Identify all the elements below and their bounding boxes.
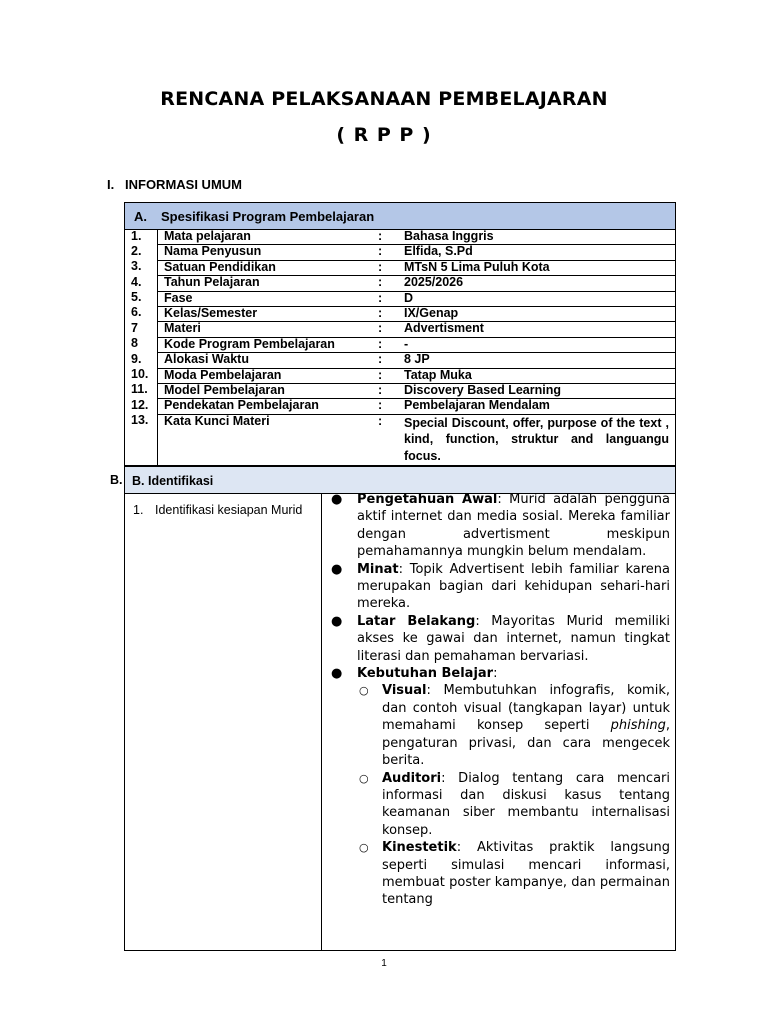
row-colon: : [378, 353, 404, 368]
bullet-circle-icon: ○ [359, 841, 369, 855]
row-number: 8 [131, 336, 138, 351]
bullet-text: : Murid adalah pengguna aktif internet dan media sosial. Mereka familiar dengan advertisment meskipun pemahamannya mungkin belum mendalam. [357, 492, 670, 560]
section-b-letter: B. [110, 473, 123, 487]
table-row [125, 322, 675, 337]
sub-bullet-text-after: , pengaturan privasi, dan cara mengecek berita. [382, 718, 670, 769]
bullet-dot-icon: ● [331, 561, 343, 577]
row-value: Advertisment [404, 322, 675, 337]
row-number: 4. [131, 274, 142, 289]
row-number: 12. [131, 397, 149, 412]
row-label: Kode Program Pembelajaran [158, 337, 378, 352]
row-value: - [404, 337, 675, 352]
row-label: Tahun Pelajaran [158, 276, 378, 291]
identifikasi-header [125, 467, 675, 494]
sub-bullet-term: Auditori [382, 770, 442, 786]
sub-bullet-term: Visual [382, 683, 427, 699]
row-number: 2. [131, 243, 142, 258]
table-row [125, 230, 675, 245]
bullet-text: : Mayoritas Murid memiliki akses ke gawai dan internet, namun tingkat literasi dan pemahaman bervariasi. [357, 613, 670, 664]
sub-bullet-list [357, 682, 670, 908]
spesifikasi-title: Spesifikasi Program Pembelajaran [161, 209, 375, 224]
table-row [125, 291, 675, 306]
sub-bullet-text: : Dialog tentang cara mencari informasi dan diskusi kasus tentang keamanan siber membantu internalisasi konsep. [382, 770, 670, 838]
table-row [125, 383, 675, 398]
row-number: 6. [131, 305, 142, 320]
row-label: Kelas/Semester [158, 306, 378, 321]
page-number: 1 [381, 958, 387, 969]
row-number: 13. [131, 413, 149, 428]
bullet-dot-icon: ● [331, 613, 343, 629]
row-label: Nama Penyusun [158, 245, 378, 260]
row-colon: : [378, 276, 404, 291]
spesifikasi-header [125, 203, 675, 230]
row-colon: : [378, 245, 404, 260]
table-row [125, 399, 675, 414]
list-item [329, 491, 670, 561]
identifikasi-title: B. Identifikasi [132, 474, 214, 488]
section-number: I. [107, 177, 115, 192]
row-value: 2025/2026 [404, 276, 675, 291]
spesifikasi-box [124, 202, 676, 466]
identifikasi-box [124, 466, 676, 951]
row-label: Model Pembelajaran [158, 383, 378, 398]
bullet-text: : Topik Advertisent lebih familiar karena merupakan bagian dari kehidupan sehari-hari mereka. [357, 561, 670, 612]
row-value: Bahasa Inggris [404, 230, 675, 245]
bullet-term: Latar Belakang [357, 613, 476, 629]
sub-list-item [357, 682, 670, 769]
row-label: Pendekatan Pembelajaran [158, 399, 378, 414]
document-subtitle: ( R P P ) [336, 124, 432, 146]
item-label: Identifikasi kesiapan Murid [155, 503, 303, 517]
row-value: Elfida, S.Pd [404, 245, 675, 260]
row-label: Mata pelajaran [158, 230, 378, 245]
row-number: 1. [131, 229, 142, 243]
table-row [125, 306, 675, 321]
bullet-text: : [493, 666, 498, 682]
list-item [329, 613, 670, 665]
row-colon: : [378, 230, 404, 245]
table-row [125, 414, 675, 464]
bullet-term: Pengetahuan Awal [357, 492, 498, 507]
row-label: Kata Kunci Materi [164, 413, 270, 428]
section-title: INFORMASI UMUM [125, 177, 242, 192]
spesifikasi-table [125, 230, 675, 464]
bullet-term: Kebutuhan Belajar [357, 666, 494, 682]
row-value: Pembelajaran Mendalam [404, 399, 675, 414]
row-number: 7 [131, 320, 138, 335]
row-colon: : [378, 306, 404, 321]
row-colon: : [378, 383, 404, 398]
sub-bullet-text: : Aktivitas praktik langsung seperti simulasi mencari informasi, membuat poster kampanye, dan permainan tentang [382, 840, 670, 908]
sub-bullet-term: Kinestetik [382, 840, 457, 856]
row-colon: : [378, 337, 404, 352]
sub-list-item [357, 839, 670, 909]
row-value: MTsN 5 Lima Puluh Kota [404, 260, 675, 275]
table-row [125, 260, 675, 275]
table-row [125, 353, 675, 368]
table-row [125, 245, 675, 260]
bullet-circle-icon: ○ [359, 684, 369, 698]
row-value: Tatap Muka [404, 368, 675, 383]
row-colon: : [378, 322, 404, 337]
column-divider [321, 494, 322, 951]
identifikasi-content [329, 491, 670, 909]
bullet-term: Minat [357, 561, 399, 577]
item-number: 1. [133, 503, 144, 517]
row-number: 3. [131, 259, 142, 274]
list-item [329, 665, 670, 909]
bullet-dot-icon: ● [331, 666, 343, 682]
document-title: RENCANA PELAKSANAAN PEMBELAJARAN [160, 88, 608, 110]
row-colon: : [378, 260, 404, 275]
sub-bullet-text: : Membutuhkan infografis, komik, dan contoh visual (tangkapan layar) untuk memahami konsep seperti [382, 683, 670, 734]
row-colon: : [378, 399, 404, 414]
row-label: Satuan Pendidikan [158, 260, 378, 275]
row-label: Alokasi Waktu [158, 353, 378, 368]
row-colon: : [378, 291, 404, 306]
section-heading-informasi-umum [107, 177, 242, 192]
sub-list-item [357, 770, 670, 840]
bullet-list [329, 491, 670, 909]
row-colon: : [378, 413, 383, 428]
row-colon: : [378, 368, 404, 383]
row-value: 8 JP [404, 353, 675, 368]
row-value: IX/Genap [404, 306, 675, 321]
list-item [329, 561, 670, 613]
row-label: Moda Pembelajaran [158, 368, 378, 383]
row-number: 10. [131, 367, 149, 382]
table-row [125, 368, 675, 383]
row-number: 11. [131, 382, 148, 397]
sub-bullet-italic: phishing [610, 718, 666, 734]
spesifikasi-letter: A. [134, 209, 147, 224]
table-row [125, 276, 675, 291]
bullet-circle-icon: ○ [359, 771, 369, 785]
row-value: Special Discount, offer, purpose of the text , kind, function, struktur and languangu focus. [404, 415, 669, 463]
row-number: 5. [131, 290, 142, 305]
row-label: Fase [158, 291, 378, 306]
row-value: D [404, 291, 675, 306]
row-number: 9. [131, 351, 142, 366]
table-row [125, 337, 675, 352]
row-value: Discovery Based Learning [404, 383, 675, 398]
bullet-dot-icon: ● [331, 492, 343, 507]
row-label: Materi [158, 322, 378, 337]
